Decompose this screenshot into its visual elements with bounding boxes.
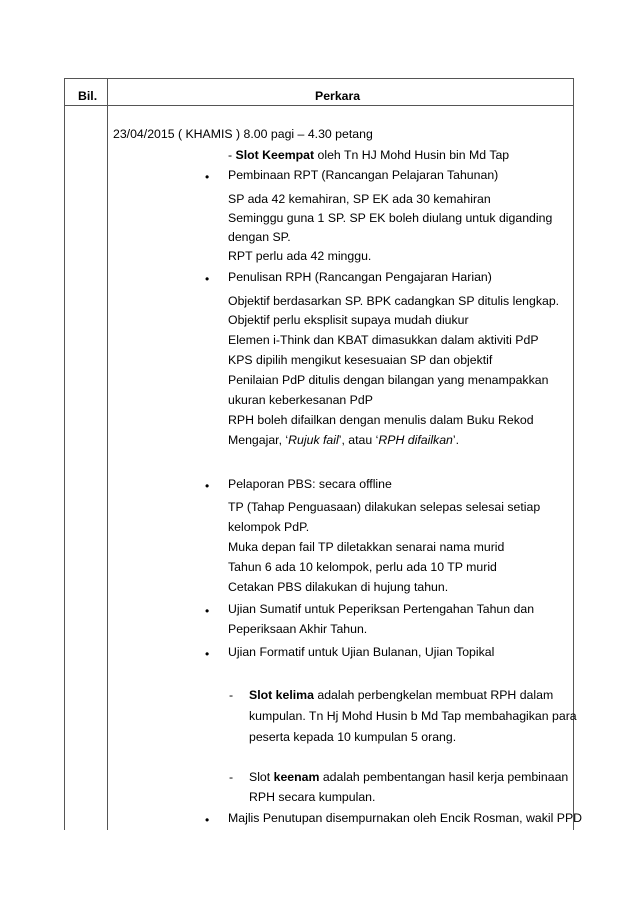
pbs-line: Cetakan PBS dilakukan di hujung tahun. xyxy=(228,580,449,594)
slot-keempat-bold: Slot Keempat xyxy=(235,148,315,162)
slot-kelima-rest: adalah perbengkelan membuat RPH dalam xyxy=(313,688,554,702)
rph-rujuk-fail: Rujuk fail xyxy=(288,433,339,447)
rpt-line: SP ada 42 kemahiran, SP EK ada 30 kemahiran xyxy=(228,192,491,206)
rpt-title: Pembinaan RPT (Rancangan Pelajaran Tahunan) xyxy=(228,168,499,182)
sumatif-line: Ujian Sumatif untuk Peperiksan Pertengahan Tahun dan xyxy=(228,602,535,616)
dash-marker: - xyxy=(229,688,234,702)
slot-keenam-pre: Slot xyxy=(249,770,274,784)
pbs-title: Pelaporan PBS: secara offline xyxy=(228,477,392,491)
slot-kelima-line: kumpulan. Tn Hj Mohd Husin b Md Tap membahagikan para xyxy=(249,709,577,723)
date-line: 23/04/2015 ( KHAMIS ) 8.00 pagi – 4.30 petang xyxy=(113,127,373,141)
header-bil: Bil. xyxy=(78,89,98,103)
rph-line: Penilaian PdP ditulis dengan bilangan yang menampakkan xyxy=(228,373,549,387)
rph-last-line xyxy=(228,433,459,447)
bullet-icon: • xyxy=(205,170,210,184)
bullet-icon: • xyxy=(205,647,210,661)
rph-line: Elemen i-Think dan KBAT dimasukkan dalam aktiviti PdP xyxy=(228,333,539,347)
rph-title: Penulisan RPH (Rancangan Pengajaran Harian) xyxy=(228,270,492,284)
rpt-line: RPT perlu ada 42 minggu. xyxy=(228,249,372,263)
table-header-divider xyxy=(64,105,574,106)
slot-keenam-line: RPH secara kumpulan. xyxy=(249,790,376,804)
rph-last-suffix: ’. xyxy=(452,433,460,447)
rph-difailkan: RPH difailkan xyxy=(378,433,453,447)
rph-line: ukuran keberkesanan PdP xyxy=(228,393,373,407)
slot-kelima-bold: Slot kelima xyxy=(249,688,314,702)
pbs-line: TP (Tahap Penguasaan) dilakukan selepas selesai setiap xyxy=(228,500,541,514)
bullet-icon: • xyxy=(205,479,210,493)
header-perkara: Perkara xyxy=(315,89,361,103)
rph-line: RPH boleh difailkan dengan menulis dalam Buku Rekod xyxy=(228,413,534,427)
sumatif-line: Peperiksaan Akhir Tahun. xyxy=(228,622,368,636)
slot-kelima-line: peserta kepada 10 kumpulan 5 orang. xyxy=(249,730,457,744)
pbs-line: Tahun 6 ada 10 kelompok, perlu ada 10 TP murid xyxy=(228,560,497,574)
slot-keempat-prefix: - xyxy=(228,148,236,162)
slot-kelima-line xyxy=(249,688,553,702)
pbs-line: kelompok PdP. xyxy=(228,520,310,534)
formatif-line: Ujian Formatif untuk Ujian Bulanan, Ujian Topikal xyxy=(228,645,495,659)
slot-keempat-rest: oleh Tn HJ Mohd Husin bin Md Tap xyxy=(314,148,510,162)
table-border-top xyxy=(64,78,574,79)
rph-line: Objektif berdasarkan SP. BPK cadangkan SP ditulis lengkap. xyxy=(228,294,560,308)
penutupan-line: Majlis Penutupan disempurnakan oleh Encik Rosman, wakil PPD xyxy=(228,811,583,825)
bullet-icon: • xyxy=(205,272,210,286)
rpt-line: dengan SP. xyxy=(228,230,291,244)
rph-line: Objektif perlu eksplisit supaya mudah diukur xyxy=(228,313,469,327)
table-border-left xyxy=(64,78,65,830)
rpt-line: Seminggu guna 1 SP. SP EK boleh diulang untuk diganding xyxy=(228,211,553,225)
dash-marker: - xyxy=(229,770,234,784)
rph-line: KPS dipilih mengikut kesesuaian SP dan objektif xyxy=(228,353,493,367)
rph-last-prefix: Mengajar, ‘ xyxy=(228,433,289,447)
table-column-divider xyxy=(107,78,108,830)
slot-keempat-line xyxy=(228,148,509,162)
bullet-icon: • xyxy=(205,604,210,618)
slot-keenam-line xyxy=(249,770,568,784)
bullet-icon: • xyxy=(205,813,210,827)
slot-keenam-rest: adalah pembentangan hasil kerja pembinaan xyxy=(319,770,569,784)
rph-last-mid: ’, atau ‘ xyxy=(338,433,379,447)
slot-keenam-bold: keenam xyxy=(273,770,320,784)
pbs-line: Muka depan fail TP diletakkan senarai nama murid xyxy=(228,540,505,554)
